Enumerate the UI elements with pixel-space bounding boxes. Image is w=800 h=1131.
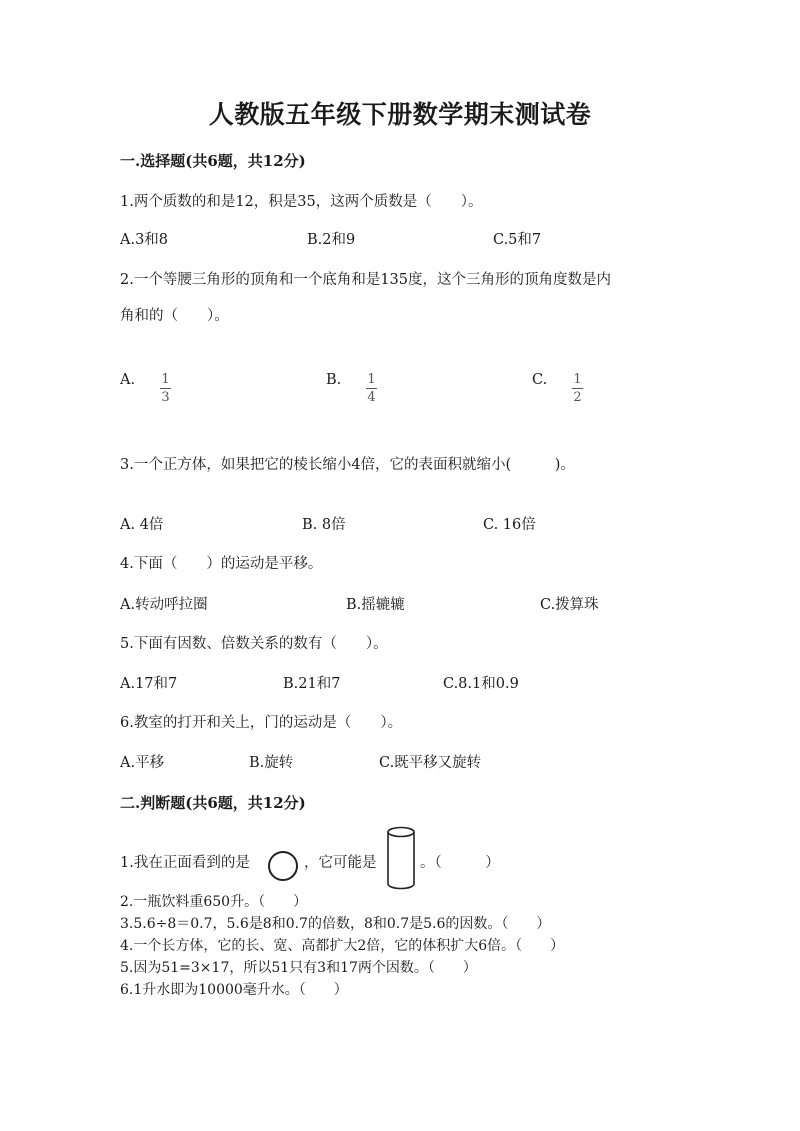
question-2-line-1: 2.一个等腰三角形的顶角和一个底角和是135度，这个三角形的顶角度数是内 xyxy=(120,272,612,288)
circle-icon xyxy=(268,851,298,881)
fraction-bar xyxy=(160,388,171,389)
fraction-bar xyxy=(572,388,583,389)
q6-option-c: C.既平移又旋转 xyxy=(379,755,482,771)
fraction-numerator: 1 xyxy=(367,372,376,387)
q4-option-c: C.拨算珠 xyxy=(540,597,599,613)
question-5: 5.下面有因数、倍数关系的数有（ ）。 xyxy=(120,636,388,652)
page-title: 人教版五年级下册数学期末测试卷 xyxy=(208,100,592,129)
judgment-1-text-c: 。（ ） xyxy=(420,855,500,871)
judgment-2: 2.一瓶饮料重650升。（ ） xyxy=(120,894,308,910)
judgment-5: 5.因为51=3×17，所以51只有3和17两个因数。（ ） xyxy=(120,960,477,976)
q4-option-b: B.摇辘辘 xyxy=(346,597,405,613)
judgment-6: 6.1升水即为10000毫升水。（ ） xyxy=(120,982,348,998)
fraction-bar xyxy=(366,388,377,389)
q3-option-a: A. 4倍 xyxy=(120,517,164,533)
q1-option-c: C.5和7 xyxy=(493,232,542,248)
judgment-1-text-b: ，它可能是 xyxy=(304,855,377,871)
q2-option-b-fraction xyxy=(366,368,377,404)
question-1: 1.两个质数的和是12，积是35，这两个质数是（ ）。 xyxy=(120,194,483,210)
judgment-1-text-a: 1.我在正面看到的是 xyxy=(120,855,250,871)
cylinder-icon xyxy=(386,826,416,890)
fraction-denominator: 4 xyxy=(367,390,376,405)
judgment-4: 4.一个长方体，它的长、宽、高都扩大2倍，它的体积扩大6倍。（ ） xyxy=(120,938,565,954)
q6-option-a: A.平移 xyxy=(120,755,165,771)
section-heading-judgment: 二.判断题(共6题，共12分) xyxy=(120,794,306,812)
judgment-3: 3.5.6÷8＝0.7，5.6是8和0.7的倍数，8和0.7是5.6的因数。（ ） xyxy=(120,916,551,932)
q6-option-b: B.旋转 xyxy=(249,755,294,771)
q2-option-a-fraction xyxy=(160,368,171,404)
fraction-numerator: 1 xyxy=(161,372,170,387)
fraction-denominator: 3 xyxy=(161,390,170,405)
q5-option-c: C.8.1和0.9 xyxy=(443,676,519,692)
q2-option-c-fraction xyxy=(572,368,583,404)
q5-option-b: B.21和7 xyxy=(283,676,341,692)
question-6: 6.教室的打开和关上，门的运动是（ ）。 xyxy=(120,715,403,731)
fraction-numerator: 1 xyxy=(573,372,582,387)
q2-option-c-label: C. xyxy=(532,372,548,388)
q3-option-c: C. 16倍 xyxy=(483,517,536,533)
q1-option-b: B.2和9 xyxy=(307,232,356,248)
q2-option-a-label: A. xyxy=(120,372,136,388)
q5-option-a: A.17和7 xyxy=(120,676,178,692)
fraction-denominator: 2 xyxy=(573,390,582,405)
question-3: 3.一个正方体，如果把它的棱长缩小4倍，它的表面积就缩小( )。 xyxy=(120,457,575,473)
q4-option-a: A.转动呼拉圈 xyxy=(120,597,208,613)
q2-option-b-label: B. xyxy=(326,372,342,388)
q3-option-b: B. 8倍 xyxy=(302,517,346,533)
section-heading-choice: 一.选择题(共6题，共12分) xyxy=(120,152,306,170)
question-2-line-2: 角和的（ ）。 xyxy=(120,308,229,324)
q1-option-a: A.3和8 xyxy=(120,232,169,248)
question-4: 4.下面（ ）的运动是平移。 xyxy=(120,556,323,572)
